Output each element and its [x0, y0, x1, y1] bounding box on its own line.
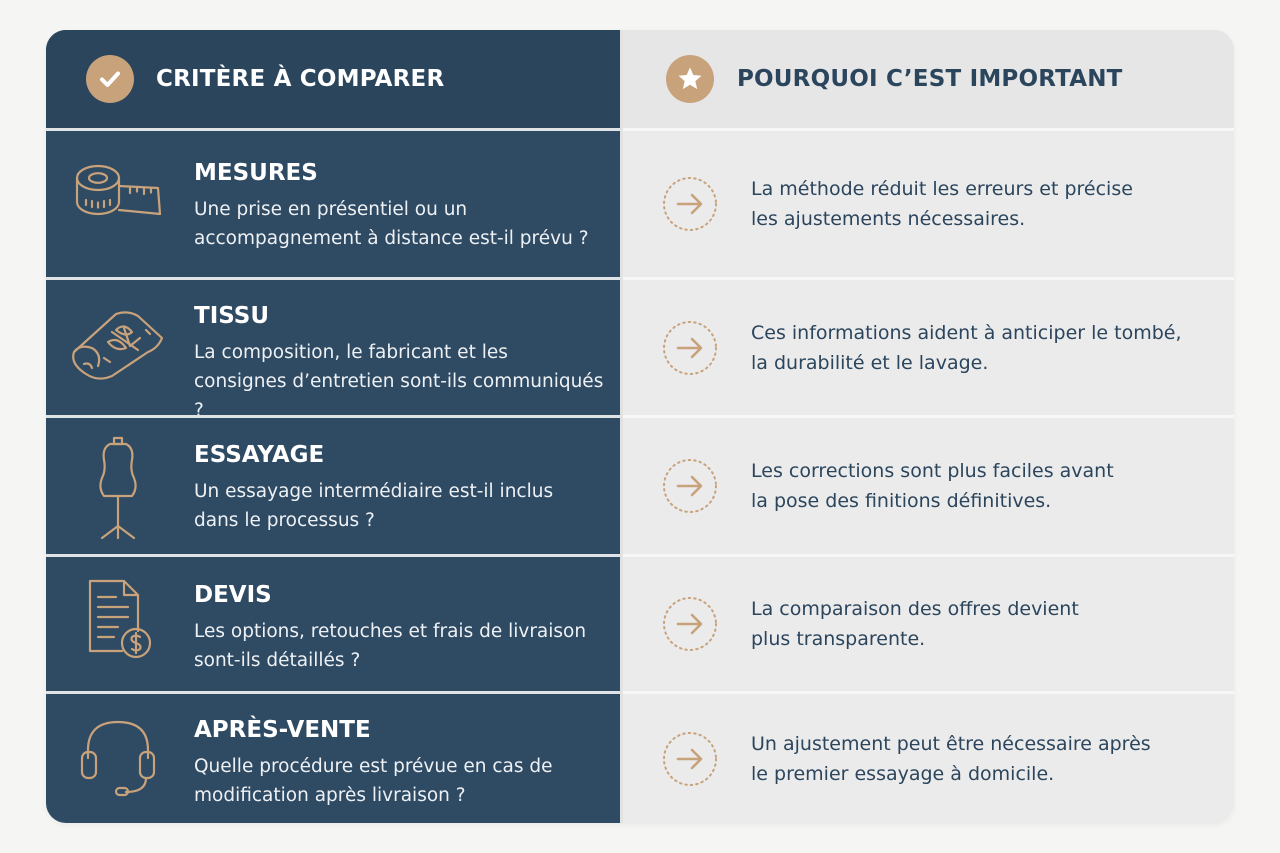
criterion-question — [194, 617, 610, 675]
criterion-question-line: La composition, le fabricant et les — [194, 342, 508, 363]
importance-text — [751, 318, 1182, 378]
quote-document-dollar-icon — [68, 577, 168, 661]
criterion-row-devis — [46, 554, 620, 691]
criteria-header-title: CRITÈRE À COMPARER — [156, 66, 445, 92]
arrow-right-icon — [662, 731, 718, 787]
importance-row-essayage — [623, 415, 1234, 554]
criterion-question-line: Quelle procédure est prévue en cas de — [194, 756, 553, 777]
arrow-right-icon — [662, 320, 718, 376]
arrow-right-icon — [662, 458, 718, 514]
importance-text-line: les ajustements nécessaires. — [751, 208, 1026, 230]
criterion-title: DEVIS — [194, 582, 272, 608]
importance-text — [751, 174, 1133, 234]
criterion-question-line: sont-ils détaillés ? — [194, 650, 361, 671]
criterion-title: MESURES — [194, 160, 318, 186]
importance-row-mesures — [623, 128, 1234, 277]
criterion-question-line: Les options, retouches et frais de livraison — [194, 621, 587, 642]
criterion-question — [194, 195, 610, 253]
headset-icon — [68, 714, 168, 798]
criterion-question-line: Une prise en présentiel ou un — [194, 199, 468, 220]
criterion-row-apres-vente — [46, 691, 620, 823]
importance-text — [751, 594, 1079, 654]
criterion-question-line: modification après livraison ? — [194, 785, 466, 806]
arrow-right-icon — [662, 176, 718, 232]
criterion-row-mesures — [46, 128, 620, 277]
criterion-title: APRÈS-VENTE — [194, 717, 371, 743]
fabric-roll-icon — [68, 302, 168, 382]
importance-text-line: La méthode réduit les erreurs et précise — [751, 178, 1133, 200]
star-icon — [666, 55, 714, 103]
criterion-question-line: dans le processus ? — [194, 510, 375, 531]
importance-text-line: Un ajustement peut être nécessaire après — [751, 732, 1151, 755]
importance-row-devis — [623, 554, 1234, 691]
importance-text — [751, 456, 1114, 516]
importance-text-line: Les corrections sont plus faciles avant — [751, 460, 1114, 482]
importance-text-line: Ces informations aident à anticiper le tombé, — [751, 321, 1182, 344]
criterion-question — [194, 752, 610, 810]
importance-text-line: La comparaison des offres devient — [751, 598, 1079, 620]
importance-header-title: POURQUOI C’EST IMPORTANT — [737, 66, 1123, 92]
importance-text-line: le premier essayage à domicile. — [751, 762, 1055, 785]
criterion-question — [194, 477, 610, 535]
comparison-table — [46, 30, 1234, 823]
importance-header — [623, 30, 1234, 128]
importance-text-line: la pose des finitions définitives. — [751, 490, 1052, 512]
checkmark-icon — [86, 55, 134, 103]
dress-form-icon — [68, 432, 168, 542]
importance-row-tissu — [623, 277, 1234, 415]
criterion-question-line: consignes d’entretien sont-ils communiqués ? — [194, 371, 604, 421]
criterion-question-line: accompagnement à distance est-il prévu ? — [194, 228, 589, 249]
criterion-row-tissu — [46, 277, 620, 421]
arrow-right-icon — [662, 596, 718, 652]
criterion-title: TISSU — [194, 303, 270, 329]
criterion-question — [194, 338, 610, 425]
importance-text-line: plus transparente. — [751, 628, 926, 650]
measuring-tape-icon — [68, 158, 168, 230]
importance-column — [620, 30, 1234, 823]
criterion-question-line: Un essayage intermédiaire est-il inclus — [194, 481, 554, 502]
importance-row-apres-vente — [623, 691, 1234, 823]
criteria-column — [46, 30, 620, 823]
importance-text — [751, 729, 1151, 789]
importance-text-line: la durabilité et le lavage. — [751, 351, 989, 374]
criterion-title: ESSAYAGE — [194, 442, 325, 468]
criterion-row-essayage — [46, 415, 620, 554]
criteria-header — [46, 30, 620, 128]
